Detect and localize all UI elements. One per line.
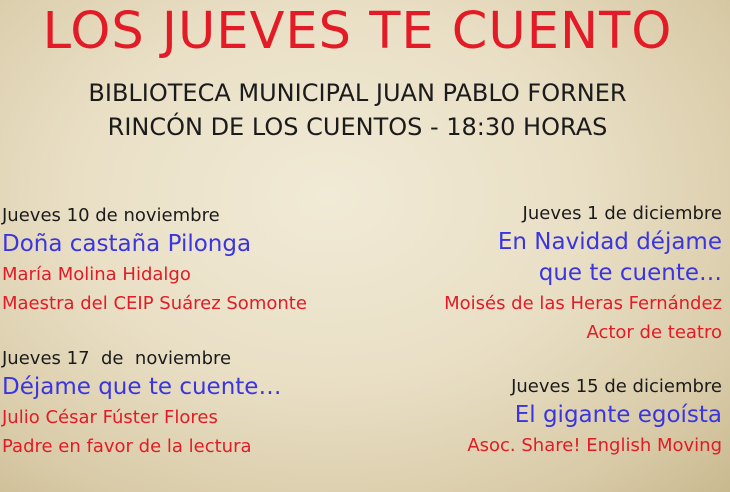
library-name: BIBLIOTECA MUNICIPAL JUAN PABLO FORNER [88,79,627,107]
event-nov-17 [2,346,281,461]
event-dec-15 [467,374,722,460]
event-talk-title-line2: que te cuente… [538,260,722,286]
event-presenter: Julio César Fúster Flores [2,407,218,428]
event-presenter-role: Padre en favor de la lectura [2,436,252,457]
event-talk-title: Doña castaña Pilonga [2,231,252,257]
event-talk-title: El gigante egoísta [514,402,722,428]
event-presenter-role: Actor de teatro [586,322,722,343]
place-and-time: RINCÓN DE LOS CUENTOS - 18:30 HORAS [107,113,608,141]
event-talk-title-line1: En Navidad déjame [497,229,722,255]
event-presenter: Moisés de las Heras Fernández [444,293,722,314]
poster-title: LOS JUEVES TE CUENTO [42,2,673,61]
event-presenter: María Molina Hidalgo [2,264,191,285]
event-date: Jueves 17 de noviembre [2,348,232,369]
event-presenter: Asoc. Share! English Moving [467,435,722,456]
event-date: Jueves 1 de diciembre [522,203,722,224]
event-nov-10 [2,203,307,318]
event-dec-1 [444,201,722,347]
event-date: Jueves 10 de noviembre [2,205,220,226]
event-presenter-role: Maestra del CEIP Suárez Somonte [2,293,307,314]
event-talk-title: Déjame que te cuente… [2,374,282,400]
event-date: Jueves 15 de diciembre [511,376,722,397]
